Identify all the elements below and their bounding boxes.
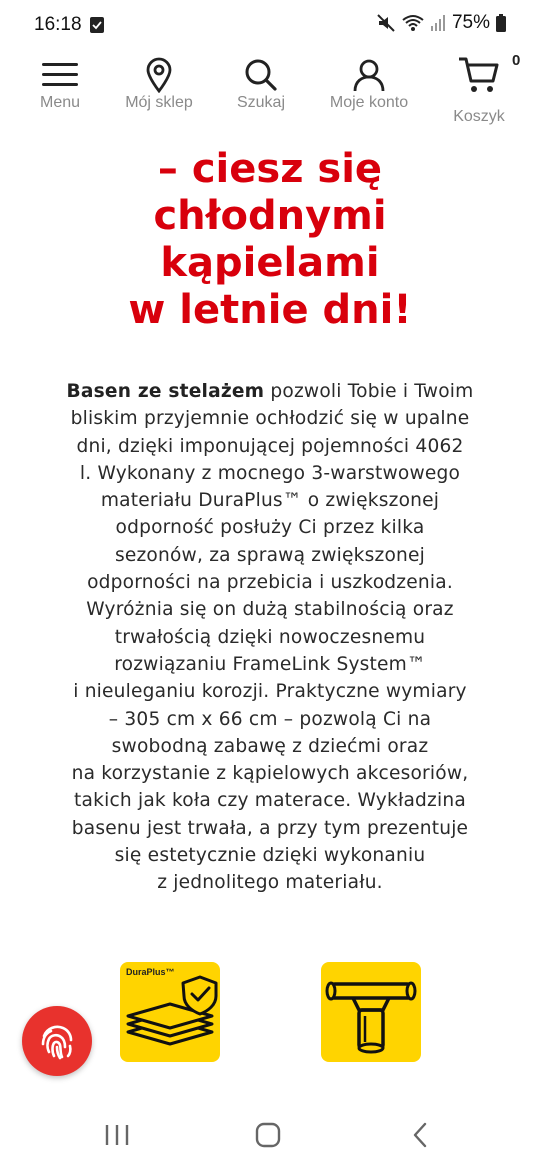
my-store-label: Mój sklep [125,94,193,111]
description-line: z jednolitego materiału. [157,872,383,894]
mute-icon [376,13,396,33]
description-line: się estetycznie dzięki wykonaniu [114,845,426,867]
user-icon [352,58,386,92]
description-line: basenu jest trwała, a przy tym prezentuje [71,817,469,839]
headline-line: w letnie dni! [128,287,412,333]
home-icon [255,1122,281,1148]
site-header-nav [0,52,540,132]
headline-line: chłodnymi [153,193,387,239]
menu-button[interactable] [34,56,86,112]
system-navigation-bar [0,1100,540,1170]
description-line: swobodną zabawę z dziećmi oraz [111,735,429,757]
duraplus-feature-badge [120,962,220,1062]
description-line: i nieuleganiu korozji. Praktyczne wymiary [73,681,467,703]
menu-label: Menu [39,94,81,111]
description-line [30,378,510,405]
wifi-icon [402,14,424,32]
battery-percentage: 75% [451,12,490,33]
product-description [30,378,510,897]
cart-button[interactable] [446,56,512,126]
description-line: sezonów, za sprawą zwiększonej [114,544,426,566]
hamburger-menu-icon [40,60,80,90]
fingerprint-floating-button[interactable] [22,1006,92,1076]
search-icon [244,58,278,92]
recent-apps-button[interactable] [97,1118,137,1152]
home-button[interactable] [248,1118,288,1152]
status-indicators [376,12,506,34]
my-account-button[interactable] [322,56,416,112]
cart-label: Koszyk [453,108,505,125]
description-line: odporności na przebicia i uszkodzenia. [87,572,453,594]
description-line: rozwiązaniu FrameLink System™ [114,653,426,675]
signal-icon [430,14,446,32]
search-button[interactable] [230,56,292,112]
promo-headline [40,146,500,334]
my-account-label: Moje konto [329,94,409,111]
headline-line: kąpielami [160,240,380,286]
map-pin-icon [144,57,174,93]
description-line: dni, dzięki imponującej pojemności 4062 [76,435,464,457]
description-line: – 305 cm x 66 cm – pozwolą Ci na [108,708,432,730]
description-line-rest: pozwoli Tobie i Twoim [264,381,474,402]
description-line: bliskim przyjemnie ochłodzić się w upalne [70,408,470,430]
recent-apps-icon [104,1123,130,1147]
notification-check-icon [90,17,104,33]
description-line: odporność posłuży Ci przez kilka [115,517,425,539]
duraplus-label: DuraPlus™ [126,967,175,977]
description-line: Wyróżnia się on dużą stabilnością oraz [86,599,454,621]
my-store-button[interactable] [118,56,200,112]
description-line: takich jak koła czy materace. Wykładzina [74,790,466,812]
description-line: l. Wykonany z mocnego 3-warstwowego [79,462,461,484]
description-line: trwałością dzięki nowoczesnemu [114,626,426,648]
frame-connector-icon [321,962,421,1062]
status-bar [0,0,540,52]
status-time: 16:18 [34,14,82,35]
search-label: Szukaj [236,94,286,111]
description-line: materiału DuraPlus™ o zwiększonej [100,490,440,512]
description-line: na korzystanie z kąpielowych akcesoriów, [71,763,469,785]
battery-icon [496,14,506,32]
back-chevron-icon [411,1122,429,1148]
description-bold-lead: Basen ze stelażem [66,381,265,402]
cart-icon [457,55,501,95]
fingerprint-icon [36,1020,78,1062]
back-button[interactable] [400,1118,440,1152]
framelink-feature-badge [321,962,421,1062]
cart-count-badge: 0 [512,52,521,69]
layers-shield-icon [120,962,220,1062]
headline-line: – ciesz się [157,146,383,192]
